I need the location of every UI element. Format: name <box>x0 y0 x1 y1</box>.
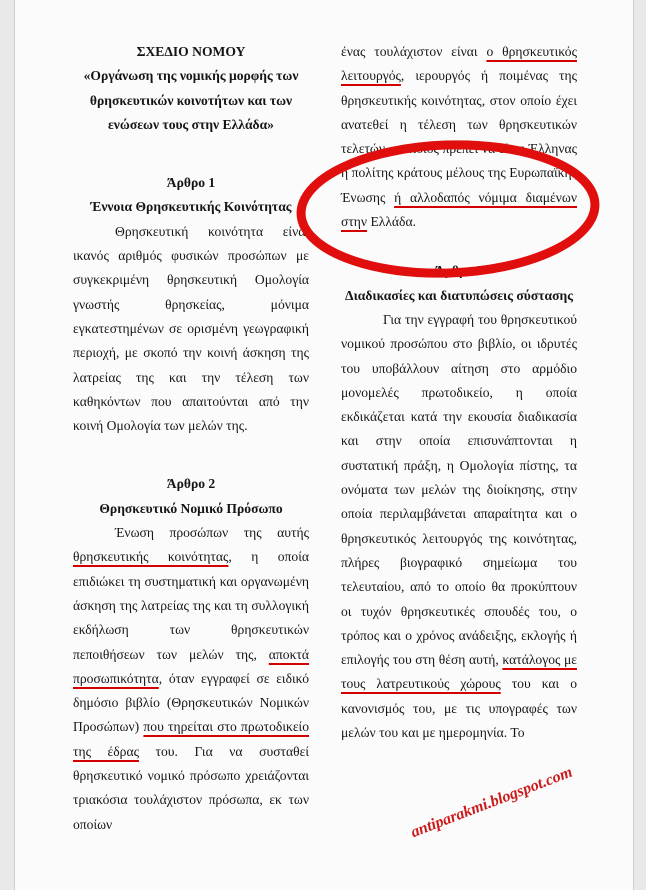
underlined-phrase: αποκτά προσωπικότητα <box>73 646 309 686</box>
text-run: , ιερουργός ή ποιμένας της θρησκευτικής κοινότητας, στον οποίο έχει ανατεθεί η τέλεση των θρησκευτικών τελετών, ο οποίος πρέπει να είναι Έλληνας ή πολίτης κράτους μέλους της Ευρωπαϊκής Ένωσης <box>341 68 577 205</box>
article-2-heading: Άρθρο 2 <box>166 476 216 492</box>
article-2-continuation <box>341 40 577 234</box>
watermark-logo: antiparakmi.blogspot.com <box>408 763 575 842</box>
bill-subtitle: «Οργάνωση της νομικής μορφής των θρησκευτικών κοινοτήτων και των ενώσεων τους στην Ελλάδα» <box>83 68 299 132</box>
text-run: του και ο κανονισμός του, με τις υπογραφές των μελών του και με ημερομηνία. Το <box>341 676 577 741</box>
text-run: Ένωση προσώπων της αυτής <box>115 525 309 541</box>
text-run: , όταν εγγραφεί σε ειδικό δημόσιο βιβλίο (Θρησκευτικών Νομικών Προσώπων) <box>73 670 309 735</box>
document-page <box>14 0 634 890</box>
article-3-title: Διαδικασίες και διατυπώσεις σύστασης <box>345 287 573 303</box>
spacer <box>341 234 577 259</box>
left-column <box>73 40 309 837</box>
text-run: του. Για να συσταθεί θρησκευτικό νομικό πρόσωπο χρειάζονται τριακόσια τουλάχιστον πρόσωπα, εκ των οποίων <box>73 743 309 832</box>
article-3-text <box>341 308 577 745</box>
article-2-text <box>73 521 309 837</box>
spacer <box>73 438 309 472</box>
text-run: ένας τουλάχιστον είναι <box>341 44 487 59</box>
underlined-phrase: που τηρείται στο πρωτοδικείο της έδρας <box>73 719 309 759</box>
underlined-phrase: ο θρησκευτικός λειτουργός <box>341 44 577 84</box>
bill-title: ΣΧΕΔΙΟ ΝΟΜΟΥ <box>136 44 246 59</box>
article-3-heading: Άρθρο 3 <box>434 263 484 279</box>
text-run: , η οποία επιδιώκει τη συστηματική και οργανωμένη άσκηση της λατρείας της και τη συλλογική εκδήλωση των θρησκευτικών πεποιθήσεων των μελών της, <box>73 549 309 662</box>
underlined-phrase: ή αλλοδαπός νόμιμα διαμένων στην <box>341 189 577 230</box>
spacer <box>73 137 309 171</box>
text-run: Ελλάδα. <box>367 214 416 230</box>
article-1-title: Έννοια Θρησκευτικής Κοινότητας <box>90 199 292 215</box>
article-2-title: Θρησκευτικό Νομικό Πρόσωπο <box>99 500 283 516</box>
underlined-phrase: θρησκευτικής κοινότητας <box>73 549 229 565</box>
article-1-text: Θρησκευτική κοινότητα είναι ικανός αριθμός φυσικών προσώπων με συγκεκριμένη θρησκευτική Ομολογία γνωστής θρησκείας, μόνιμα εγκατεστημένων σε ορισμένη γεωγραφική περιοχή, με σκοπό την κοινή άσκηση της λατρείας της και την τέλεση των καθηκόντων που απαιτούνται από την κοινή Ομολογία των μελών της. <box>73 223 309 434</box>
underlined-phrase: κατάλογος με τους λατρευτικούς χώρους <box>341 652 577 692</box>
article-1-heading: Άρθρο 1 <box>166 175 216 191</box>
text-run: Για την εγγραφή του θρησκευτικού νομικού προσώπου στο βιβλίο, οι ιδρυτές του υποβάλλουν αίτηση στο αρμόδιο μονομελές πρωτοδικείο, η οποία εκδικάζεται κατά την εκουσία διαδικασία και στην οποία επισυνάπτονται η συστατική πράξη, η Ομολογία πίστης, τα ονόματα των μελών της διοίκησης, στην οποία περιλαμβάνεται απαραίτητα και ο θρησκευτικός λειτουργός της κοινότητας, πλήρες βιογραφικό σημείωμα του τελευταίου, από το οποίο θα προκύπτουν οι τυχόν θρησκευτικές σπουδές του, ο τρόπος και ο χρόνος ανάδειξης, εκλογής ή επιλογής του στη θέση αυτή, <box>341 311 577 668</box>
right-column <box>341 40 577 745</box>
